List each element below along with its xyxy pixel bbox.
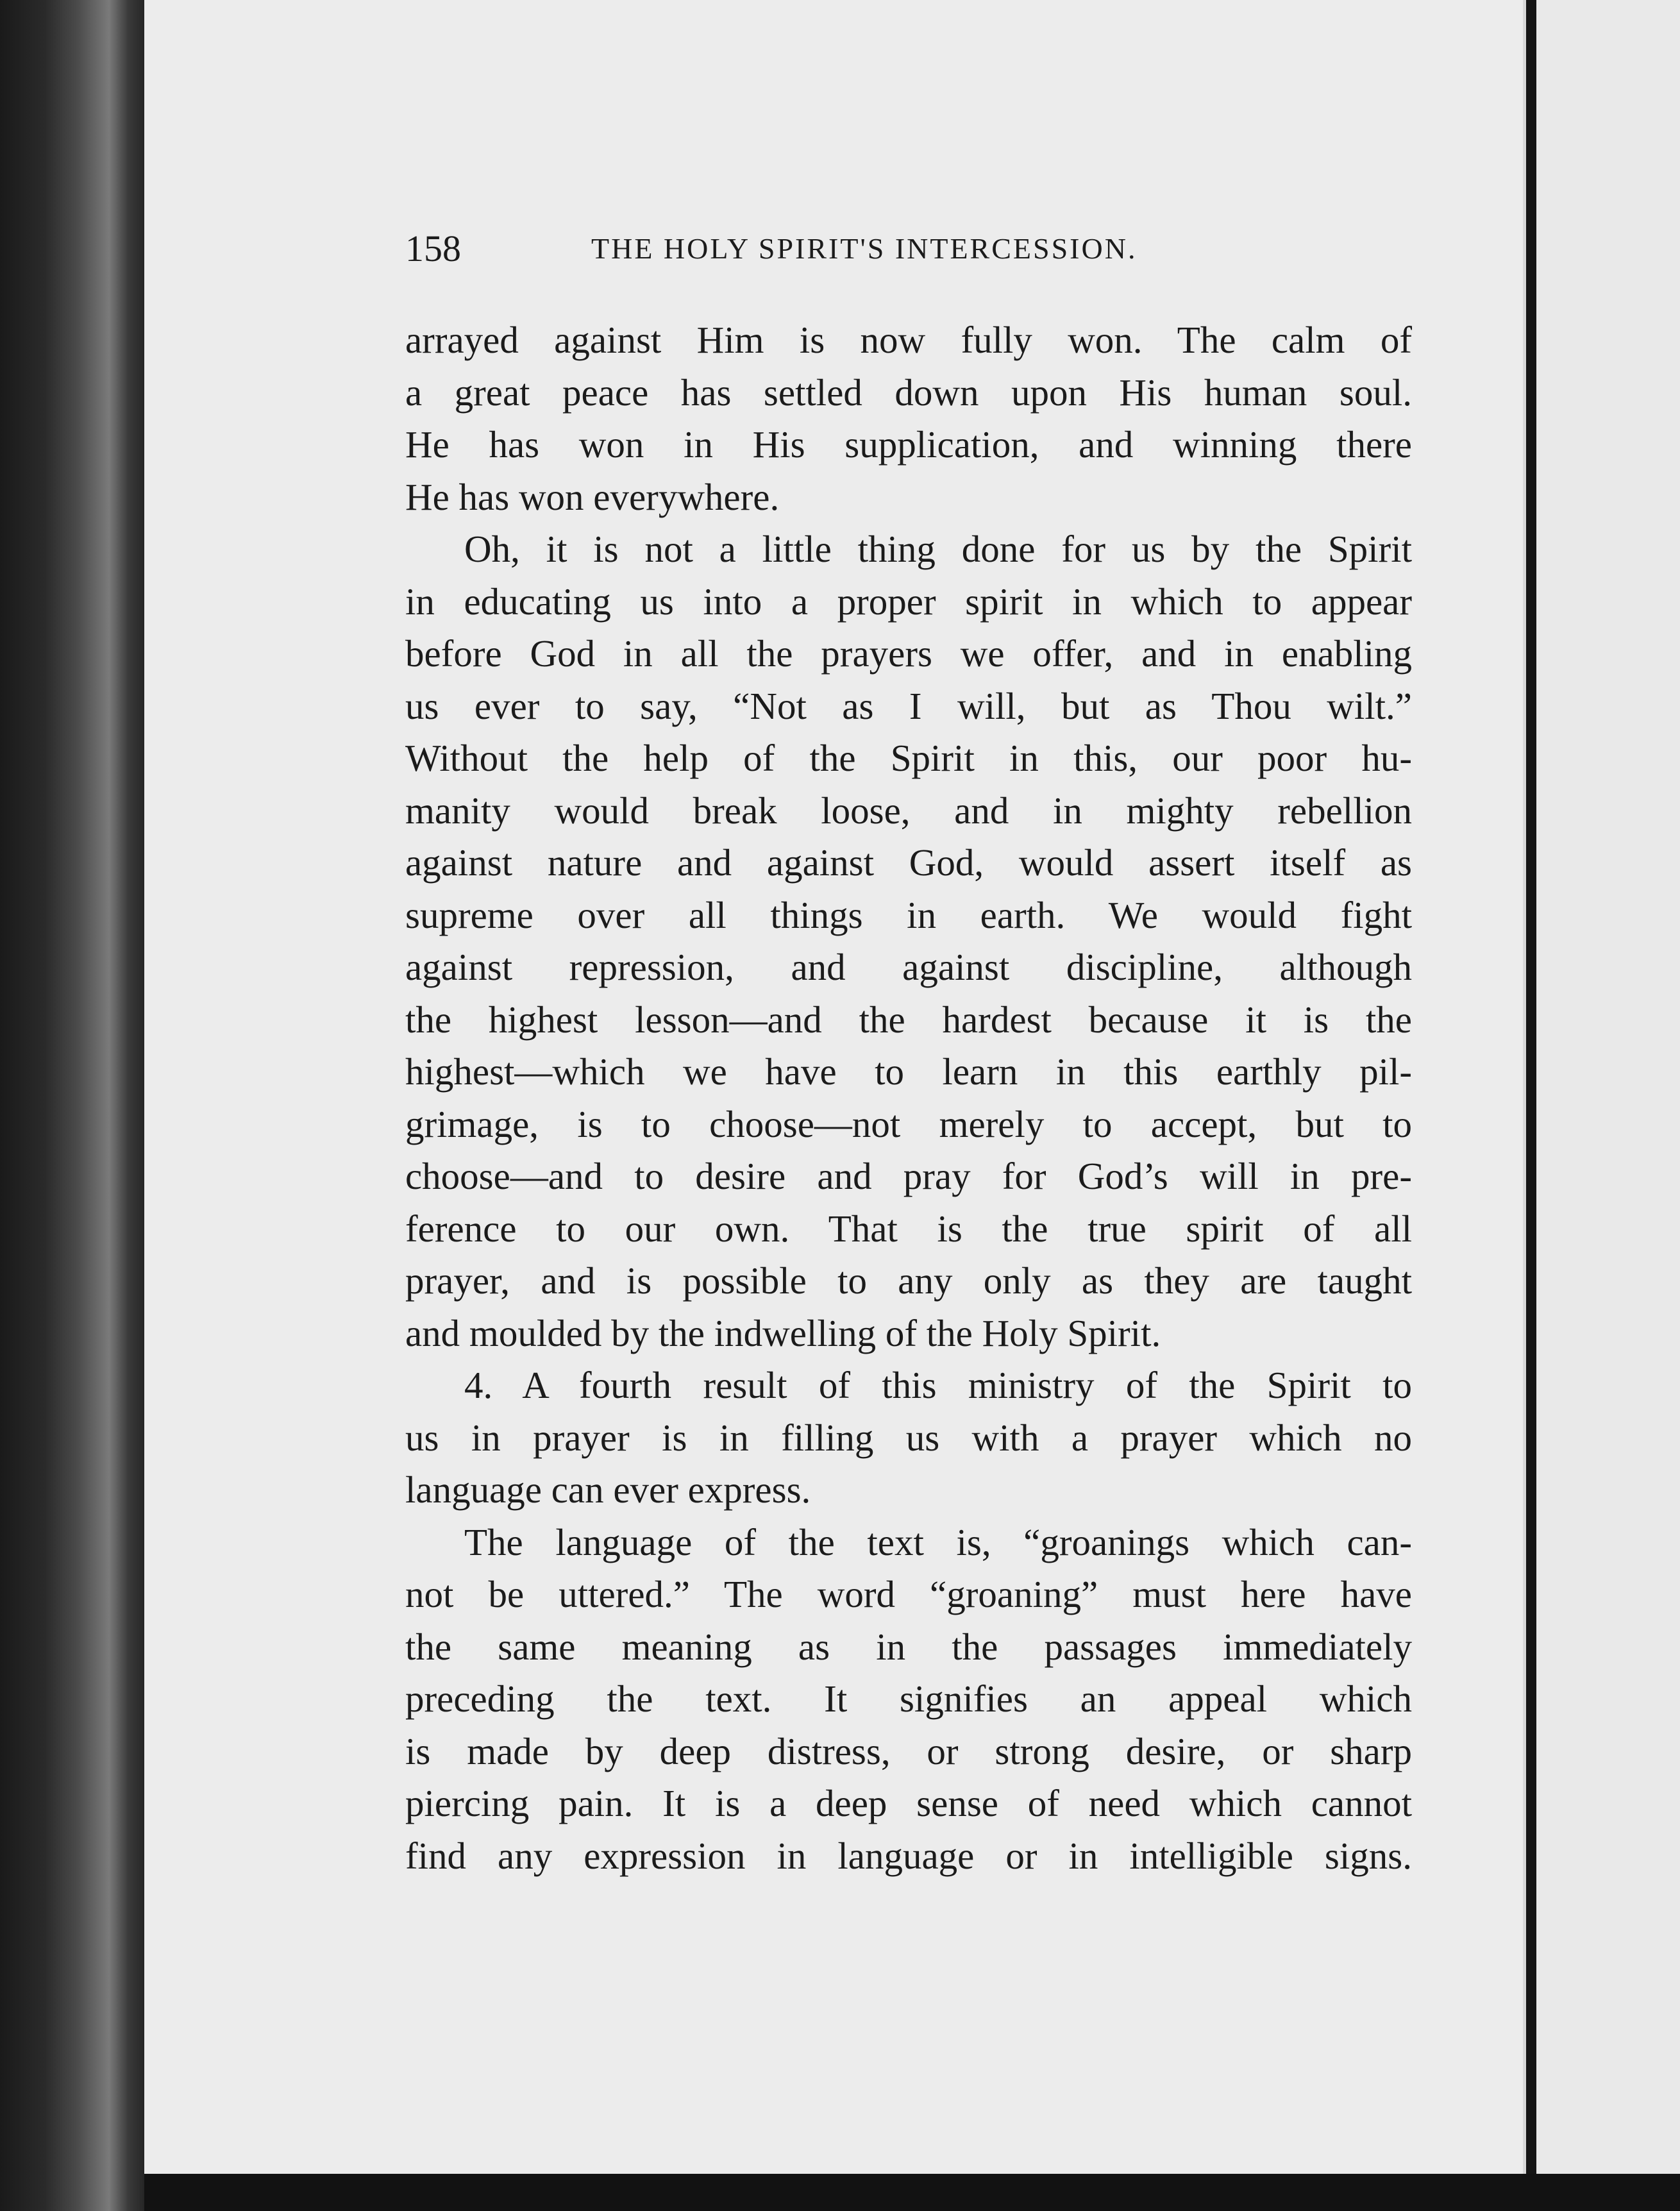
text-line: not be uttered.” The word “groaning” must here have	[405, 1573, 1412, 1615]
text-line: us in prayer is in filling us with a prayer which no	[405, 1416, 1412, 1459]
text-line: against repression, and against discipline, although	[405, 946, 1412, 988]
text-line: He has won in His supplication, and winning there	[405, 423, 1412, 466]
text-line: 4. A fourth result of this ministry of the Spirit to	[464, 1364, 1412, 1406]
text-line: before God in all the prayers we offer, and in enabling	[405, 632, 1412, 675]
text-line: preceding the text. It signifies an appeal which	[405, 1677, 1412, 1720]
text-line: grimage, is to choose—not merely to accept, but to	[405, 1102, 1412, 1145]
page-number: 158	[405, 228, 461, 269]
book-spine-shadow	[0, 0, 144, 2211]
text-line: us ever to say, “Not as I will, but as Thou wilt.”	[405, 684, 1412, 727]
text-line: highest—which we have to learn in this earthly pil-	[405, 1050, 1412, 1093]
text-line: against nature and against God, would assert itself as	[405, 841, 1412, 884]
text-line: and moulded by the indwelling of the Holy Spirit.	[405, 1311, 1161, 1354]
text-line: supreme over all things in earth. We would fight	[405, 893, 1412, 936]
text-line: language can ever express.	[405, 1468, 811, 1511]
text-line: Without the help of the Spirit in this, our poor hu-	[405, 737, 1412, 779]
text-line: arrayed against Him is now fully won. The calm of	[405, 319, 1412, 361]
page-bottom-edge	[144, 2174, 1680, 2211]
text-line: a great peace has settled down upon His human soul.	[405, 371, 1412, 414]
text-line: choose—and to desire and pray for God’s will in pre-	[405, 1155, 1412, 1197]
text-line: prayer, and is possible to any only as they are taught	[405, 1259, 1412, 1302]
text-line: He has won everywhere.	[405, 475, 780, 518]
text-line: find any expression in language or in intelligible signs.	[405, 1834, 1412, 1877]
running-header	[405, 223, 1418, 274]
body-text	[405, 314, 1412, 1882]
text-line: the highest lesson—and the hardest because it is the	[405, 998, 1412, 1041]
text-line: is made by deep distress, or strong desire, or sharp	[405, 1729, 1412, 1772]
running-title: THE HOLY SPIRIT'S INTERCESSION.	[591, 232, 1138, 265]
text-line: manity would break loose, and in mighty rebellion	[405, 789, 1412, 832]
page-gutter-rule	[1526, 0, 1536, 2193]
text-line: ference to our own. That is the true spirit of all	[405, 1207, 1412, 1250]
facing-page-edge	[1536, 0, 1680, 2174]
text-line: piercing pain. It is a deep sense of need which cannot	[405, 1782, 1412, 1824]
text-line: in educating us into a proper spirit in which to appear	[405, 580, 1412, 623]
text-line: The language of the text is, “groanings which can-	[464, 1520, 1412, 1563]
text-line: Oh, it is not a little thing done for us by the Spirit	[464, 528, 1412, 570]
text-line: the same meaning as in the passages immediately	[405, 1625, 1412, 1668]
